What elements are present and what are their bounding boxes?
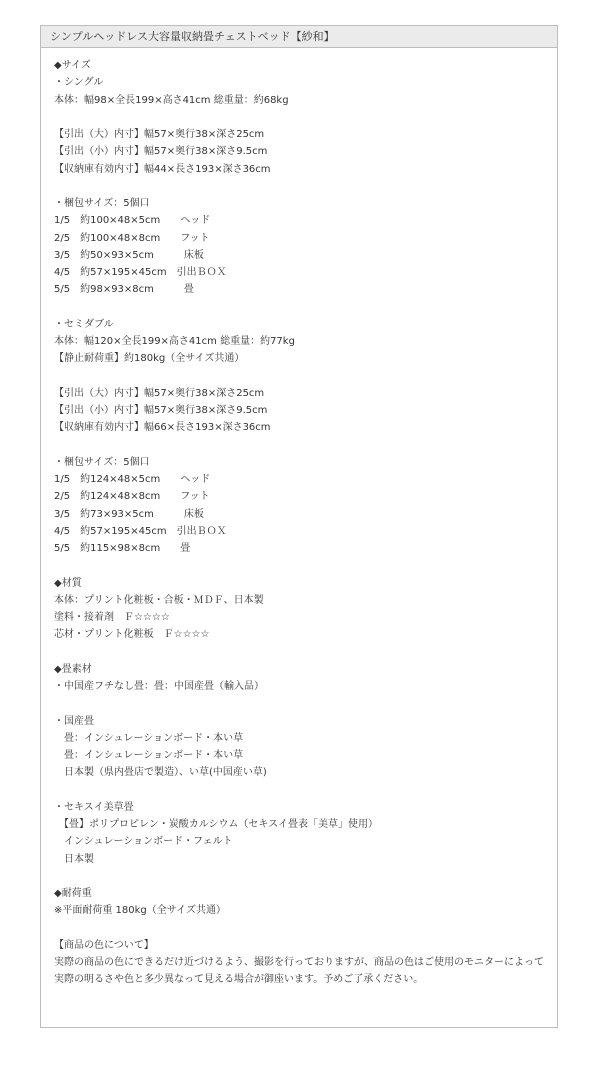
spec-line: 【収納庫有効内寸】幅66×長さ193×深さ36cm <box>54 422 271 434</box>
spec-line: 【収納庫有効内寸】幅44×長さ193×深さ36cm <box>54 163 271 175</box>
spec-line: 3/5 約73×93×5cm 床板 <box>54 508 204 520</box>
spec-line: ・シングル <box>54 77 104 89</box>
spec-line: 5/5 約98×93×8cm 畳 <box>54 284 194 296</box>
spec-line: 本体：幅98×全長199×高さ41cm 総重量：約68kg <box>54 94 289 106</box>
spec-line: ◆材質 <box>54 577 82 589</box>
spacer <box>54 557 551 574</box>
spacer <box>54 178 551 195</box>
spec-line: ・セミダブル <box>54 318 114 330</box>
spacer <box>54 868 551 885</box>
spec-line: ◆サイズ <box>54 60 91 71</box>
spec-line: 【引出（大）内寸】幅57×奥行38×深さ25cm <box>54 129 265 140</box>
spec-line: 本体：幅120×全長199×高さ41cm 総重量：約77kg <box>54 336 295 347</box>
spec-card <box>40 25 558 1028</box>
spec-line: 4/5 約57×195×45cm 引出ＢＯＸ <box>54 267 227 278</box>
spec-line: 本体：プリント化粧板・合板・ＭＤＦ、日本製 <box>54 594 264 606</box>
spec-line: 【商品の色について】 <box>54 939 154 951</box>
spacer <box>54 437 551 454</box>
spacer <box>54 695 551 712</box>
spacer <box>54 109 551 126</box>
spec-line: 【引出（大）内寸】幅57×奥行38×深さ25cm <box>54 387 265 399</box>
spec-line: ・中国産フチなし畳：畳：中国産畳（輸入品） <box>54 681 264 692</box>
spacer <box>54 368 551 385</box>
spec-line: ◆畳素材 <box>54 663 92 675</box>
spec-line: 1/5 約100×48×5cm ヘッド <box>54 215 211 227</box>
spec-line: ・梱包サイズ：5個口 <box>54 198 150 209</box>
spec-line: 4/5 約57×195×45cm 引出ＢＯＸ <box>54 525 227 537</box>
spec-line: 3/5 約50×93×5cm 床板 <box>54 249 204 261</box>
spec-line: 5/5 約115×98×8cm 畳 <box>54 543 191 554</box>
spec-line: 芯材・プリント化粧板 Ｆ☆☆☆☆ <box>54 629 210 641</box>
spec-line: ・梱包サイズ：5個口 <box>54 456 150 468</box>
spec-line: ◆耐荷重 <box>54 888 92 899</box>
spec-line: ※平面耐荷重 180kg（全サイズ共通） <box>54 905 226 917</box>
spec-line: 2/5 約124×48×8cm フット <box>54 491 210 503</box>
spec-lines <box>54 57 551 954</box>
spec-line: 塗料・接着剤 Ｆ☆☆☆☆ <box>54 612 170 623</box>
spec-line: 2/5 約100×48×8cm フット <box>54 232 210 244</box>
spacer <box>54 299 551 316</box>
spec-line: 日本製（県内畳店で製造）、い草(中国産い草) <box>54 767 267 779</box>
spec-line: 1/5 約124×48×5cm ヘッド <box>54 474 211 485</box>
color-note: 実際の商品の色にできるだけ近づけるよう、撮影を行っておりますが、商品の色はご使用のモニターによって実際の明るさや色と多少異なって見える場合が御座います。予めご了承ください。 <box>54 957 544 986</box>
spec-line: 畳：インシュレーションボード・本い草 <box>54 732 244 744</box>
spec-line: 【畳】ポリプロピレン・炭酸カルシウム（セキスイ畳表「美草」使用） <box>54 819 378 830</box>
spec-line: 【静止耐荷重】約180kg（全サイズ共通） <box>54 353 245 365</box>
spec-content <box>54 57 551 1027</box>
product-title: シンプルヘッドレス大容量収納畳チェストベッド【紗和】 <box>41 26 557 48</box>
spec-line: ・国産畳 <box>54 715 94 727</box>
spacer <box>54 782 551 799</box>
spec-line: ・セキスイ美草畳 <box>54 801 134 813</box>
spec-line: 畳：インシュレーションボード・本い草 <box>54 750 244 761</box>
spacer <box>54 920 551 937</box>
spacer <box>54 644 551 661</box>
spec-line: インシュレーションボード・フェルト <box>54 836 233 848</box>
spec-line: 日本製 <box>54 853 94 865</box>
spec-line: 【引出（小）内寸】幅57×奥行38×深さ9.5cm <box>54 405 268 416</box>
spec-line: 【引出（小）内寸】幅57×奥行38×深さ9.5cm <box>54 146 268 158</box>
